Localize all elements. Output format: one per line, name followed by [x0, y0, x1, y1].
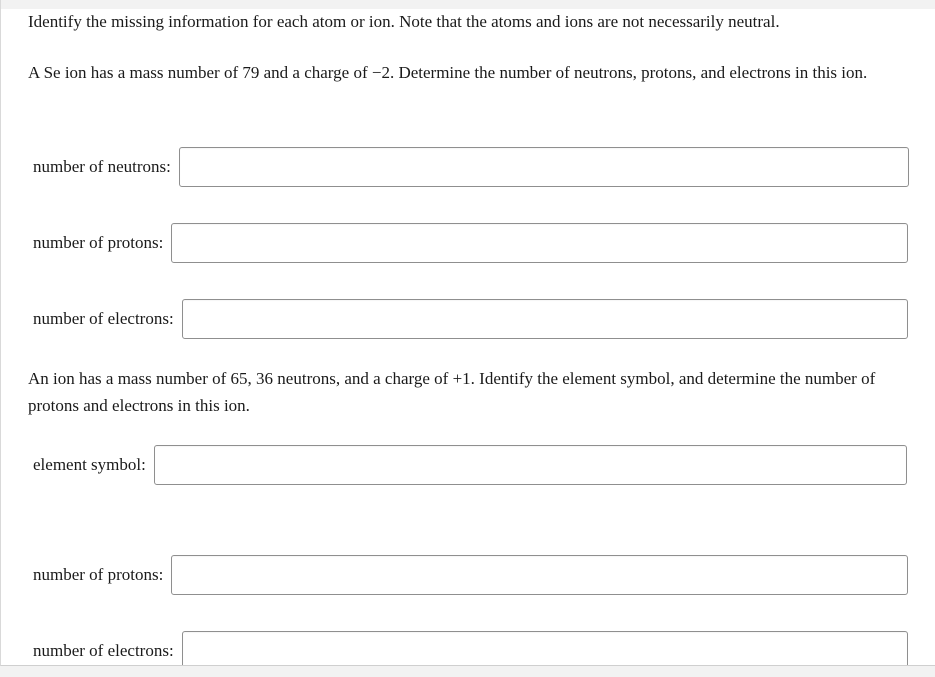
part1-protons-row — [33, 223, 908, 263]
part1-prompt: A Se ion has a mass number of 79 and a charge of −2. Determine the number of neutrons, protons, and electrons in this ion. — [28, 63, 868, 82]
part2-electrons-label: number of electrons: — [33, 641, 174, 660]
part2-symbol-label: element symbol: — [33, 455, 146, 474]
part1-neutrons-label: number of neutrons: — [33, 157, 171, 176]
part2-electrons-row — [33, 631, 908, 666]
part2-symbol-row — [33, 445, 907, 485]
part1-neutrons-input[interactable] — [179, 147, 909, 187]
part2-protons-label: number of protons: — [33, 565, 164, 584]
part1-protons-input[interactable] — [171, 223, 908, 263]
part2-electrons-input[interactable] — [182, 631, 908, 666]
part1-neutrons-row — [33, 147, 909, 187]
top-strip — [1, 0, 935, 9]
part2-symbol-input[interactable] — [154, 445, 907, 485]
part1-electrons-label: number of electrons: — [33, 309, 174, 328]
part2-protons-input[interactable] — [171, 555, 908, 595]
instructions-text: Identify the missing information for each atom or ion. Note that the atoms and ions are not necessarily neutral. — [28, 12, 780, 31]
part1-protons-label: number of protons: — [33, 233, 164, 252]
part1-electrons-row — [33, 299, 908, 339]
part1-electrons-input[interactable] — [182, 299, 908, 339]
part2-prompt: An ion has a mass number of 65, 36 neutrons, and a charge of +1. Identify the element symbol, and determine the number of protons and electrons in this ion. — [28, 369, 876, 415]
part2-protons-row — [33, 555, 908, 595]
